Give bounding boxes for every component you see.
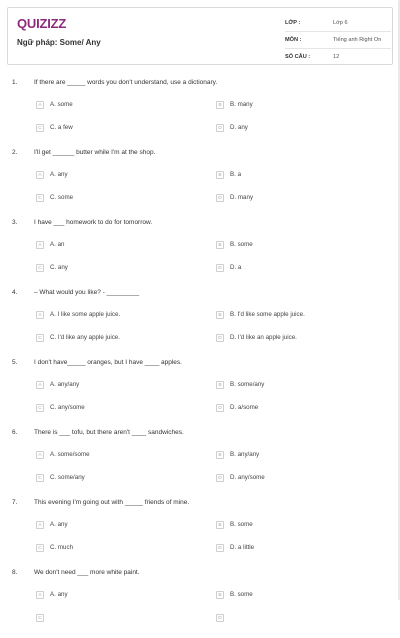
question-item: [0, 78, 400, 148]
answer-option-b[interactable]: [216, 239, 253, 250]
option-label: C. I'd like any apple juice.: [50, 334, 120, 341]
answer-option-a[interactable]: [36, 99, 73, 110]
answer-option-a[interactable]: [36, 519, 68, 530]
question-number: 5.: [12, 359, 18, 366]
answer-option-d[interactable]: [216, 472, 265, 483]
option-label: D. a/some: [230, 404, 259, 411]
option-checkbox[interactable]: C: [36, 404, 44, 412]
question-text: I don't have_____ oranges, but I have ____ apples.: [34, 359, 182, 366]
answer-option-a[interactable]: [36, 239, 64, 250]
question-item: [0, 498, 400, 568]
option-checkbox[interactable]: B: [216, 241, 224, 249]
answer-option-b[interactable]: [216, 449, 259, 460]
question-number: 7.: [12, 499, 18, 506]
answer-option-d[interactable]: [216, 402, 258, 413]
question-text: There is ___ tofu, but there aren't ____ sandwiches.: [34, 429, 184, 436]
answer-option-c[interactable]: [36, 262, 68, 273]
option-label: A. any: [50, 591, 68, 598]
option-label: B. some: [230, 241, 253, 248]
meta-row-grade: [285, 15, 391, 32]
answer-option-c[interactable]: [36, 402, 85, 413]
option-checkbox[interactable]: C: [36, 614, 44, 622]
answer-option-d[interactable]: [216, 612, 230, 623]
option-checkbox[interactable]: A: [36, 591, 44, 599]
answer-option-d[interactable]: [216, 262, 241, 273]
option-checkbox[interactable]: A: [36, 241, 44, 249]
meta-value: Tiếng anh Right On: [333, 37, 382, 43]
option-checkbox[interactable]: D: [216, 124, 224, 132]
question-text: – What would you like? - _________: [34, 289, 140, 296]
option-checkbox[interactable]: B: [216, 101, 224, 109]
option-checkbox[interactable]: B: [216, 521, 224, 529]
option-checkbox[interactable]: D: [216, 474, 224, 482]
option-label: A. any: [50, 521, 68, 528]
worksheet-header: [7, 7, 393, 65]
option-checkbox[interactable]: A: [36, 311, 44, 319]
option-checkbox[interactable]: D: [216, 404, 224, 412]
question-item: [0, 568, 400, 638]
option-checkbox[interactable]: C: [36, 334, 44, 342]
option-label: B. some/any: [230, 381, 265, 388]
meta-label: MÔN :: [285, 37, 302, 43]
answer-option-b[interactable]: [216, 169, 241, 180]
option-checkbox[interactable]: D: [216, 614, 224, 622]
option-label: A. some/some: [50, 451, 90, 458]
answer-option-d[interactable]: [216, 122, 248, 133]
question-number: 6.: [12, 429, 18, 436]
question-number: 3.: [12, 219, 18, 226]
answer-option-a[interactable]: [36, 379, 79, 390]
option-label: A. any/any: [50, 381, 80, 388]
option-label: D. any: [230, 124, 248, 131]
option-label: D. a little: [230, 544, 255, 551]
answer-option-c[interactable]: [36, 332, 120, 343]
answer-option-b[interactable]: [216, 519, 253, 530]
option-checkbox[interactable]: D: [216, 194, 224, 202]
answer-option-c[interactable]: [36, 612, 50, 623]
question-text: If there are _____ words you don't understand, use a dictionary.: [34, 79, 218, 86]
answer-option-c[interactable]: [36, 122, 73, 133]
answer-option-c[interactable]: [36, 192, 73, 203]
option-label: A. some: [50, 101, 73, 108]
question-item: [0, 218, 400, 288]
option-label: A. an: [50, 241, 65, 248]
option-checkbox[interactable]: A: [36, 521, 44, 529]
option-label: A. I like some apple juice.: [50, 311, 121, 318]
answer-option-b[interactable]: [216, 99, 253, 110]
meta-row-subject: [285, 32, 391, 49]
answer-option-a[interactable]: [36, 169, 68, 180]
question-list: [0, 78, 400, 638]
meta-label: LỚP :: [285, 20, 301, 26]
option-label: C. a few: [50, 124, 73, 131]
answer-option-a[interactable]: [36, 589, 68, 600]
question-text: I have ___ homework to do for tomorrow.: [34, 219, 153, 226]
option-label: D. a: [230, 264, 242, 271]
option-label: A. any: [50, 171, 68, 178]
answer-option-a[interactable]: [36, 309, 120, 320]
option-label: C. much: [50, 544, 74, 551]
question-item: [0, 148, 400, 218]
option-label: B. many: [230, 101, 253, 108]
answer-option-d[interactable]: [216, 332, 297, 343]
option-checkbox[interactable]: C: [36, 124, 44, 132]
question-item: [0, 428, 400, 498]
option-checkbox[interactable]: A: [36, 451, 44, 459]
worksheet-meta: [285, 15, 391, 65]
option-checkbox[interactable]: C: [36, 544, 44, 552]
option-checkbox[interactable]: B: [216, 591, 224, 599]
meta-row-count: [285, 49, 391, 65]
option-label: B. I'd like some apple juice.: [230, 311, 305, 318]
meta-value: 12: [333, 54, 340, 60]
option-checkbox[interactable]: A: [36, 171, 44, 179]
option-label: C. some/any: [50, 474, 85, 481]
option-label: D. I'd like an apple juice.: [230, 334, 297, 341]
answer-option-d[interactable]: [216, 542, 254, 553]
answer-option-c[interactable]: [36, 472, 85, 483]
answer-option-b[interactable]: [216, 379, 264, 390]
question-number: 8.: [12, 569, 18, 576]
quizizz-logo[interactable]: QUIZIZZ: [17, 16, 67, 31]
answer-option-d[interactable]: [216, 192, 253, 203]
option-checkbox[interactable]: A: [36, 101, 44, 109]
option-checkbox[interactable]: B: [216, 381, 224, 389]
question-number: 1.: [12, 79, 18, 86]
option-checkbox[interactable]: D: [216, 264, 224, 272]
meta-label: SỐ CÂU :: [285, 54, 311, 60]
meta-value: Lớp 6: [333, 20, 348, 26]
option-label: D. any/some: [230, 474, 265, 481]
answer-option-c[interactable]: [36, 542, 73, 553]
question-text: I'll get ______ butter while I'm at the shop.: [34, 149, 156, 156]
question-item: [0, 358, 400, 428]
question-item: [0, 288, 400, 358]
worksheet-title: Ngữ pháp: Some/ Any: [17, 38, 101, 47]
answer-option-a[interactable]: [36, 449, 90, 460]
option-checkbox[interactable]: C: [36, 194, 44, 202]
option-label: C. any: [50, 264, 68, 271]
option-checkbox[interactable]: C: [36, 474, 44, 482]
option-label: B. some: [230, 521, 253, 528]
answer-option-b[interactable]: [216, 309, 305, 320]
option-checkbox[interactable]: D: [216, 334, 224, 342]
option-checkbox[interactable]: C: [36, 264, 44, 272]
option-label: B. a: [230, 171, 242, 178]
question-text: We don't need ___ more white paint.: [34, 569, 140, 576]
question-number: 4.: [12, 289, 18, 296]
option-label: B. some: [230, 591, 253, 598]
question-number: 2.: [12, 149, 18, 156]
answer-option-b[interactable]: [216, 589, 253, 600]
option-checkbox[interactable]: D: [216, 544, 224, 552]
option-label: B. any/any: [230, 451, 260, 458]
option-checkbox[interactable]: B: [216, 311, 224, 319]
option-checkbox[interactable]: B: [216, 171, 224, 179]
option-checkbox[interactable]: A: [36, 381, 44, 389]
option-label: C. some: [50, 194, 74, 201]
option-label: C. any/some: [50, 404, 85, 411]
option-label: D. many: [230, 194, 254, 201]
option-checkbox[interactable]: B: [216, 451, 224, 459]
question-text: This evening I'm going out with _____ friends of mine.: [34, 499, 190, 506]
